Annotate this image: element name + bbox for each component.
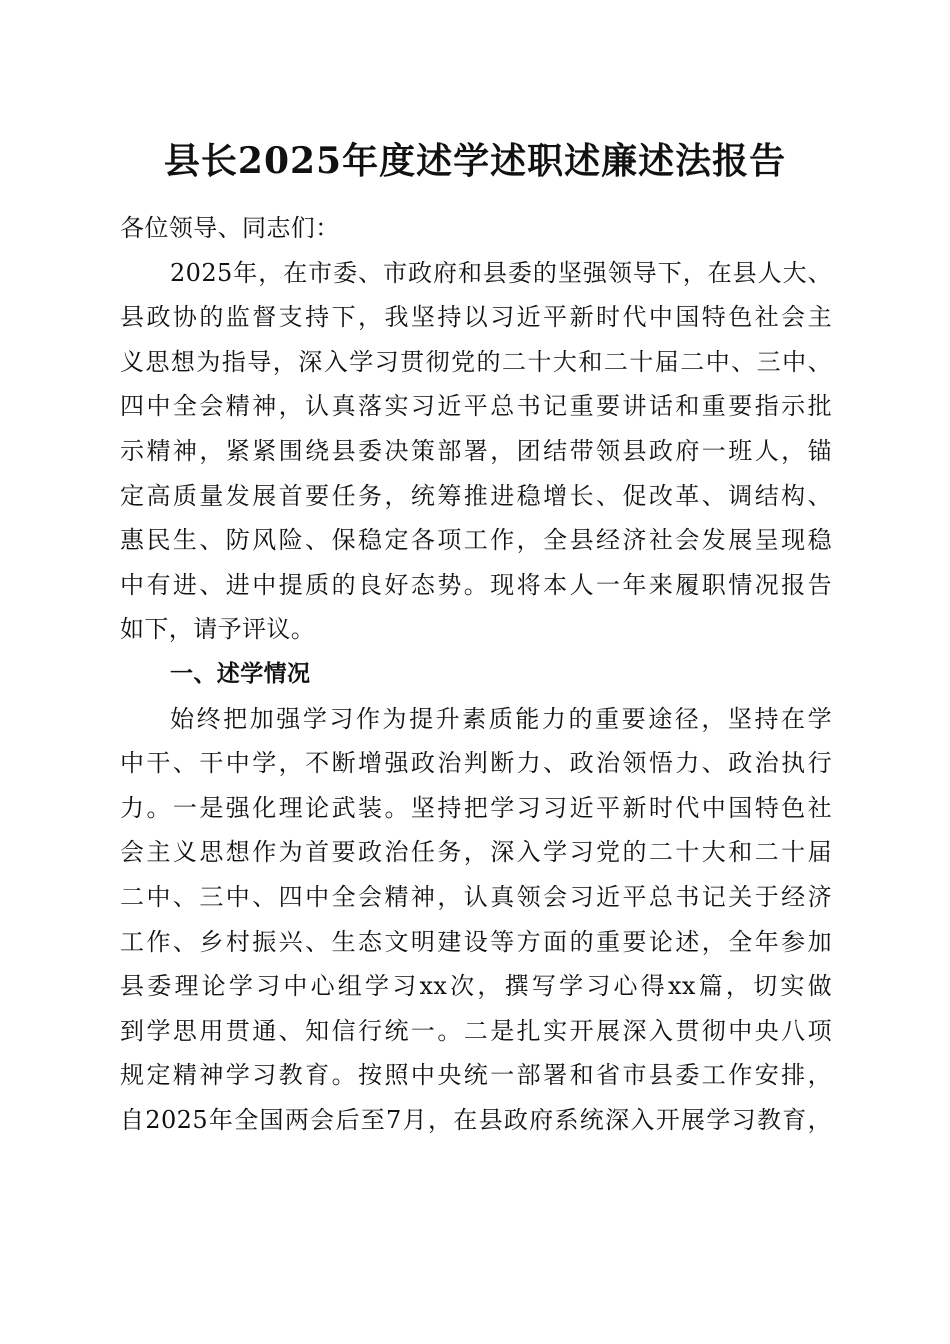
para2-line: 二中、三中、四中全会精神，认真领会习近平总书记关于经济 (120, 882, 832, 911)
para1-line: 义思想为指导，深入学习贯彻党的二十大和二十届二中、三中、 (120, 347, 832, 376)
para1-line: 如下，请予评议。 (120, 615, 316, 644)
para1-line: 中有进、进中提质的良好态势。现将本人一年来履职情况报告 (120, 570, 832, 599)
section-heading: 一、述学情况 (170, 660, 311, 687)
para2-line: 到学思用贯通、知信行统一。二是扎实开展深入贯彻中央八项 (120, 1016, 832, 1045)
para2-line: 工作、乡村振兴、生态文明建设等方面的重要论述，全年参加 (120, 927, 832, 956)
para2-line: 会主义思想作为首要政治任务，深入学习党的二十大和二十届 (120, 838, 832, 867)
para1-line: 定高质量发展首要任务，统筹推进稳增长、促改革、调结构、 (120, 481, 832, 510)
para2-line: 自2025年全国两会后至7月，在县政府系统深入开展学习教育， (120, 1105, 832, 1134)
para1-line: 惠民生、防风险、保稳定各项工作，全县经济社会发展呈现稳 (120, 526, 832, 555)
page-title: 县长2025年度述学述职述廉述法报告 (163, 140, 787, 182)
para1-line: 县政协的监督支持下，我坚持以习近平新时代中国特色社会主 (120, 303, 832, 332)
salutation: 各位领导、同志们： (120, 214, 340, 242)
para2-line: 中干、干中学，不断增强政治判断力、政治领悟力、政治执行 (120, 749, 832, 778)
para1-line: 2025年，在市委、市政府和县委的坚强领导下，在县人大、 (170, 258, 832, 287)
para2-line: 县委理论学习中心组学习xx次，撰写学习心得xx篇，切实做 (120, 972, 832, 1001)
para1-line: 四中全会精神，认真落实习近平总书记重要讲话和重要指示批 (120, 392, 832, 421)
para2-line: 力。一是强化理论武装。坚持把学习习近平新时代中国特色社 (120, 793, 832, 822)
para2-line: 始终把加强学习作为提升素质能力的重要途径，坚持在学 (170, 704, 832, 733)
para2-line: 规定精神学习教育。按照中央统一部署和省市县委工作安排， (120, 1061, 832, 1090)
para1-line: 示精神，紧紧围绕县委决策部署，团结带领县政府一班人，锚 (120, 436, 832, 465)
document-body (120, 206, 832, 1142)
